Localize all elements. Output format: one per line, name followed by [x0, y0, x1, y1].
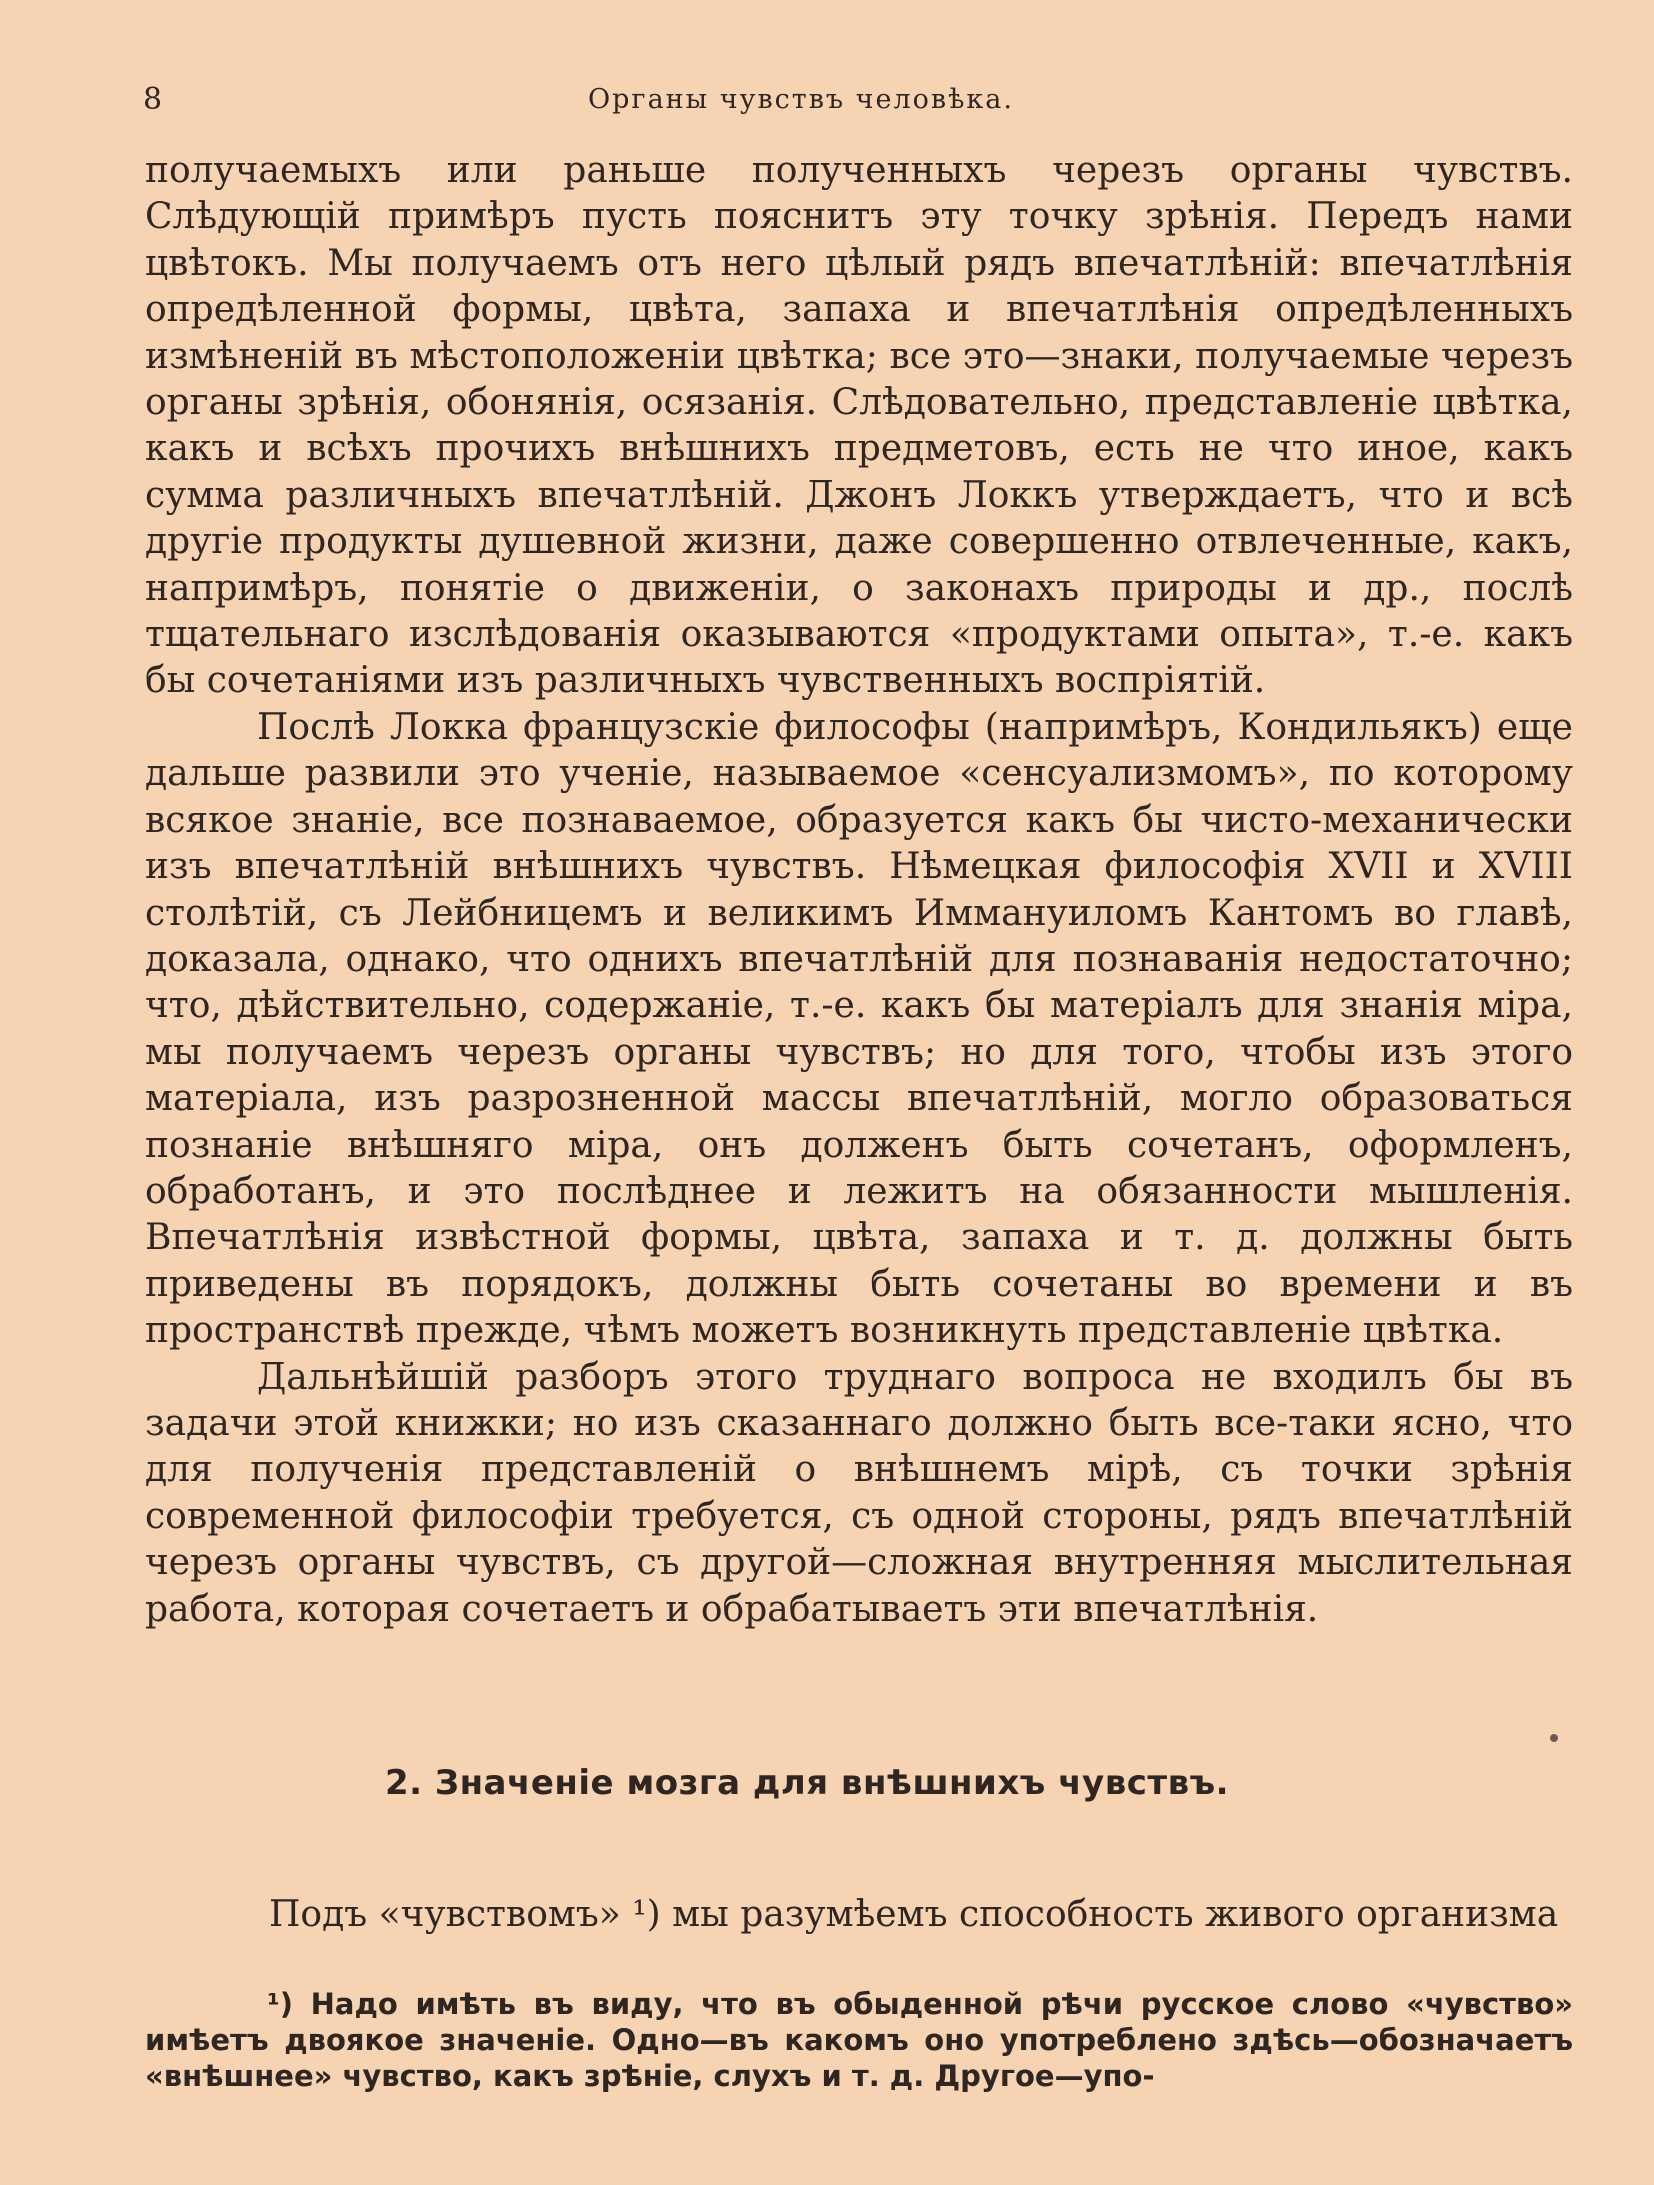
footnote: ¹) Надо имѣть въ виду, что въ обыденной рѣчи русское слово «чувство» имѣетъ двоякое значеніе. Одно—въ какомъ оно употреблено здѣсь—обозначаетъ «внѣшнее» чувство, какъ зрѣніе, слухъ и т. д. Другое—упо-: [145, 1987, 1573, 2093]
paragraph: получаемыхъ или раньше полученныхъ черезъ органы чувствъ. Слѣдующій примѣръ пусть пояснитъ эту точку зрѣнія. Передъ нами цвѣтокъ. Мы получаемъ отъ него цѣлый рядъ впечатлѣній: впечатлѣнія опредѣленной формы, цвѣта, запаха и впечатлѣнія опредѣленныхъ измѣненій въ мѣстоположеніи цвѣтка; все это—знаки, получаемые черезъ органы зрѣнія, обонянія, осязанія. Слѣдовательно, представленіе цвѣтка, какъ и всѣхъ прочихъ внѣшнихъ предметовъ, есть не что иное, какъ сумма различныхъ впечатлѣній. Джонъ Локкъ утверждаетъ, что и всѣ другіе продукты душевной жизни, даже совершенно отвлеченные, какъ, напримѣръ, понятіе о движеніи, о законахъ природы и др., послѣ тщательнаго изслѣдованія оказываются «продуктами опыта», т.-е. какъ бы сочетаніями изъ различныхъ чувственныхъ воспріятій.: [145, 150, 1573, 702]
ink-speck: [1550, 1734, 1558, 1742]
section-heading: 2. Значеніе мозга для внѣшнихъ чувствъ.: [385, 1763, 1230, 1803]
running-head: [143, 82, 1565, 122]
body-text: [145, 148, 1573, 1633]
section-opening-line: Подъ «чувствомъ» ¹) мы разумѣемъ способность живого организма: [269, 1894, 1559, 1935]
paragraph: Послѣ Локка французскіе философы (напримѣръ, Кондильякъ) еще дальше развили это ученіе, называемое «сенсуализмомъ», по которому всякое знаніе, все познаваемое, образуется какъ бы чисто-механически изъ впечатлѣній внѣшнихъ чувствъ. Нѣмецкая философія XVII и XVIII столѣтій, съ Лейбницемъ и великимъ Иммануиломъ Кантомъ во главѣ, доказала, однако, что однихъ впечатлѣній для познаванія недостаточно; что, дѣйствительно, содержаніе, т.-е. какъ бы матеріалъ для знанія міра, мы получаемъ черезъ органы чувствъ; но для того, чтобы изъ этого матеріала, изъ разрозненной массы впечатлѣній, могло образоваться познаніе внѣшняго міра, онъ долженъ быть сочетанъ, оформленъ, обработанъ, и это послѣднее и лежитъ на обязанности мышленія. Впечатлѣнія извѣстной формы, цвѣта, запаха и т. д. должны быть приведены въ порядокъ, должны быть сочетаны во времени и въ пространствѣ прежде, чѣмъ можетъ возникнуть представленіе цвѣтка.: [145, 706, 1573, 1352]
running-head-title: Органы чувствъ человѣка.: [588, 84, 1014, 115]
page-number: 8: [143, 82, 164, 117]
paragraph: Дальнѣйшій разборъ этого труднаго вопроса не входилъ бы въ задачи этой книжки; но изъ сказаннаго должно быть все-таки ясно, что для полученія представленій о внѣшнемъ мірѣ, съ точки зрѣнія современной философіи требуется, съ одной стороны, рядъ впечатлѣній черезъ органы чувствъ, съ другой—сложная внутренняя мыслительная работа, которая сочетаетъ и обрабатываетъ эти впечатлѣнія.: [145, 1356, 1573, 1630]
